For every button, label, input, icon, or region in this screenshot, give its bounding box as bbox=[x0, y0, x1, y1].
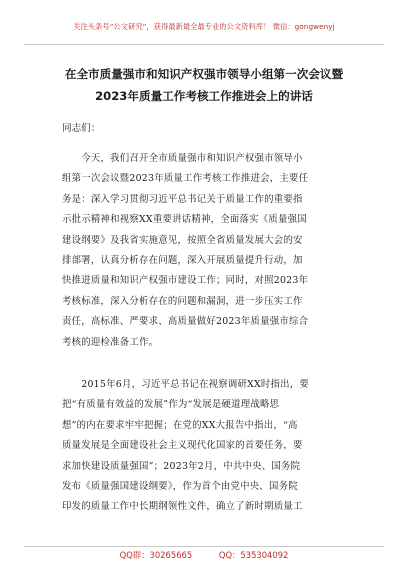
paragraph-line: 考核标准，深入分析存在的问题和漏洞，进一步压实工作 bbox=[62, 295, 303, 307]
paragraph-1 bbox=[62, 149, 352, 353]
document-title-line2: 2023年质量工作考核工作推进会上的讲话 bbox=[95, 89, 313, 103]
paragraph-line: 今天，我们召开全市质量强市和知识产权强市领导小 bbox=[62, 153, 303, 164]
paragraph-line: 责任，高标准、严要求、高质量做好2023年质量强市综合 bbox=[62, 316, 309, 328]
paragraph-line: 考核的迎检准备工作。 bbox=[62, 336, 159, 348]
paragraph-line: 求加快建设质量强国”；2023年2月，中共中央、国务院 bbox=[62, 460, 301, 472]
greeting: 同志们： bbox=[62, 123, 101, 134]
paragraph-2 bbox=[62, 375, 352, 518]
paragraph-line: 发布《质量强国建设纲要》，作为首个由党中央、国务院 bbox=[62, 480, 298, 492]
paragraph-line: 示批示精神和视察XX重要讲话精神，全面落实《质量强国 bbox=[62, 214, 307, 226]
qq-number: QQ：535304092 bbox=[218, 550, 289, 560]
paragraph-line: 建设纲要》及我省实施意见，按照全省质量发展大会的安 bbox=[62, 234, 303, 246]
paragraph-line: 组第一次会议暨2023年质量工作考核工作推进会，主要任 bbox=[62, 173, 309, 185]
paragraph-line: 快推进质量和知识产权强市建设工作；同时，对照2023年 bbox=[62, 275, 309, 287]
paragraph-line: 印发的质量工作中长期纲领性文件，确立了新时期质量工 bbox=[62, 501, 303, 513]
paragraph-line: 排部署，认真分析存在问题，深入开展质量提升行动，加 bbox=[62, 254, 303, 266]
paragraph-line: 2015年6月，习近平总书记在视察调研XX时指出，要 bbox=[62, 379, 310, 390]
qq-group-number: QQ群：30265665 bbox=[119, 550, 193, 560]
paragraph-line: 务是：深入学习贯彻习近平总书记关于质量工作的重要指 bbox=[62, 193, 303, 205]
paragraph-line: 想”的内在要求牢牢把握；在党的XX大报告中指出，“高 bbox=[62, 419, 298, 431]
paragraph-line: 质量发展是全面建设社会主义现代化国家的首要任务，要 bbox=[62, 440, 303, 452]
document-title-line1: 在全市质量强市和知识产权强市领导小组第一次会议暨 bbox=[64, 67, 344, 81]
paragraph-line: 把“有质量有效益的发展”作为“发展是硬道理战略思 bbox=[62, 399, 280, 411]
header-banner: 关注头条号“公文研究”，获得最新最全最专业的公文资料库！ 微信：gongwenyj bbox=[73, 22, 335, 31]
header-divider bbox=[24, 44, 384, 45]
footer-divider bbox=[24, 546, 384, 547]
footer-contact bbox=[0, 549, 408, 561]
